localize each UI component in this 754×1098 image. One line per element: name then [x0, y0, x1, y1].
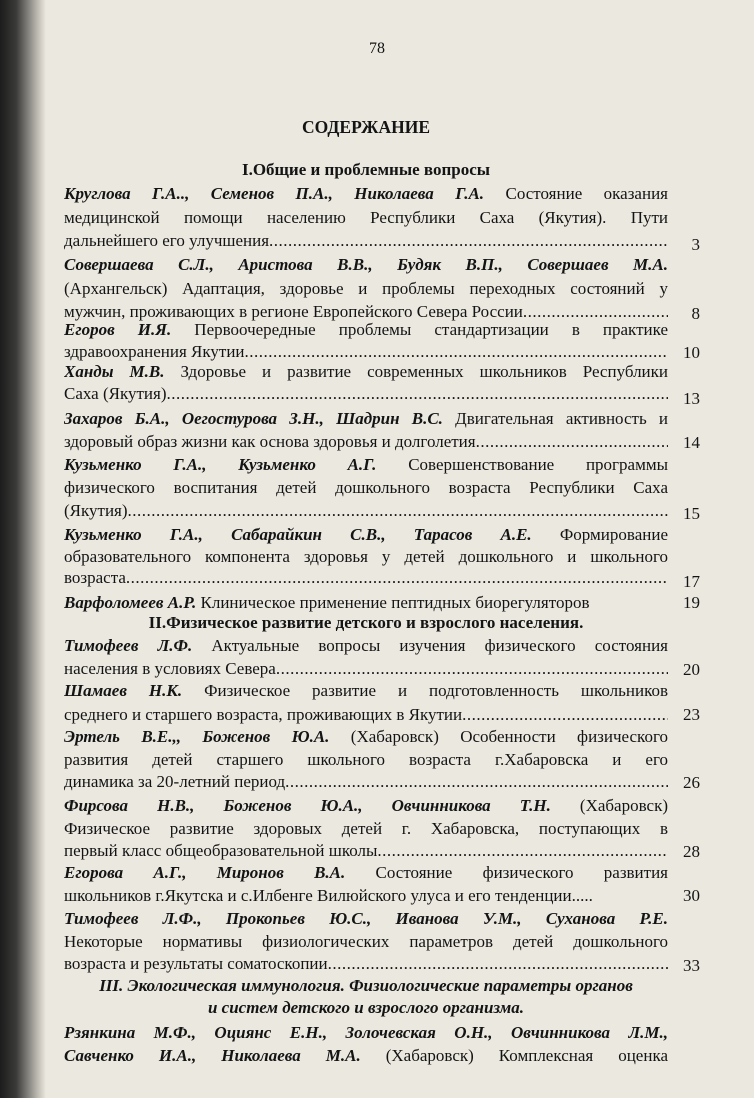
entry-authors: Тимофеев Л.Ф., Прокопьев Ю.С., Иванова У.М., Суханова Р.Е.	[64, 909, 668, 928]
entry-authors: Кузьменко Г.А., Сабарайкин С.В., Тарасов А.Е.	[64, 525, 532, 544]
contents-title: СОДЕРЖАНИЕ	[301, 117, 430, 137]
entry-title: Здоровье и развитие современных школьников Республики	[180, 362, 668, 381]
entry-title-line: возраста	[64, 568, 126, 587]
entry-authors: Егоров И.Я.	[64, 320, 172, 339]
entry-page-number[interactable]: 3	[691, 235, 700, 254]
entry-title-line: первый класс общеобразовательной школы	[64, 841, 378, 860]
dot-leader	[166, 383, 668, 405]
entry-leader-line	[64, 341, 668, 363]
toc-entry	[64, 592, 668, 614]
entry-title: Физическое развитие и подготовленность школьников	[204, 681, 668, 700]
entry-authors: Эртель В.Е.,, Боженов Ю.А.	[64, 727, 330, 746]
dot-leader	[462, 704, 668, 726]
page-number: 78	[369, 40, 385, 57]
dot-leader	[476, 431, 668, 453]
toc-entry	[64, 726, 668, 748]
entry-leader-line	[64, 953, 668, 975]
entry-title: (Хабаровск) Комплексная оценка	[385, 1046, 668, 1065]
entry-page-number[interactable]: 20	[683, 660, 700, 679]
section-heading: II.Физическое развитие детского и взрослого населения.	[148, 613, 584, 632]
entry-title: Формирование	[559, 525, 668, 544]
entry-page-number[interactable]: 17	[683, 572, 700, 591]
toc-entry	[64, 524, 668, 546]
entry-title-line: образовательного компонента здоровья у детей дошкольного и школьного	[64, 547, 668, 566]
entry-authors: Захаров Б.А., Оегостурова З.Н., Шадрин В.С.	[64, 409, 443, 428]
entry-title-line: Физическое развитие здоровых детей г. Хабаровска, поступающих в	[64, 819, 668, 838]
entry-title: Актуальные вопросы изучения физического состояния	[211, 636, 668, 655]
toc-entry	[64, 408, 668, 430]
entry-page-number[interactable]: 10	[683, 343, 700, 362]
dot-leader	[276, 658, 668, 680]
dot-leader	[377, 840, 668, 862]
entry-leader-line	[64, 658, 668, 680]
entry-page-number[interactable]: 28	[683, 842, 700, 861]
toc-entry	[64, 454, 668, 476]
entry-leader-line	[64, 230, 668, 252]
entry-title: Состояние физического развития	[375, 863, 668, 882]
entry-title-line: развития детей старшего школьного возраста г.Хабаровска и его	[64, 750, 668, 769]
entry-title-line: дальнейшего его улучшения	[64, 231, 270, 250]
dot-leader	[285, 771, 668, 793]
entry-page-number[interactable]: 26	[683, 773, 700, 792]
entry-title-line: медицинской помощи населению Республики Саха (Якутия). Пути	[64, 208, 668, 227]
entry-title-line: возраста и результаты соматоскопии	[64, 954, 328, 973]
entry-leader-line	[64, 840, 668, 862]
entry-authors: Шамаев Н.К.	[64, 681, 183, 700]
entry-authors: Рзянкина М.Ф., Оциянс Е.Н., Золочевская О.Н., Овчинникова Л.М.,	[64, 1023, 668, 1042]
entry-page-number[interactable]: 33	[683, 956, 700, 975]
entry-title: Двигательная активность и	[455, 409, 668, 428]
section-heading: III. Экологическая иммунология. Физиологические параметры органов	[99, 976, 633, 995]
toc-entry	[64, 635, 668, 657]
toc-entry	[64, 361, 668, 383]
entry-authors: Фирсова Н.В., Боженов Ю.А., Овчинникова Т.Н.	[64, 796, 551, 815]
scan-shadow	[0, 0, 46, 1098]
entry-page-number[interactable]: 13	[683, 389, 700, 408]
entry-authors: Савченко И.А., Николаева М.А.	[64, 1046, 361, 1065]
entry-authors: Ханды М.В.	[64, 362, 165, 381]
toc-entry	[64, 254, 668, 276]
entry-page-number[interactable]: 23	[683, 705, 700, 724]
entry-authors: Круглова Г.А.., Семенов П.А., Николаева Г.А.	[64, 184, 485, 203]
entry-leader-line	[64, 567, 668, 589]
entry-title-line: населения в условиях Севера	[64, 659, 276, 678]
entry-title-line: здоровый образ жизни как основа здоровья и долголетия	[64, 432, 476, 451]
entry-title-line: (Якутия)	[64, 501, 128, 520]
entry-title-line: мужчин, проживающих в регионе Европейского Севера России	[64, 302, 523, 321]
toc-entry	[64, 795, 668, 817]
entry-title: Совершенствование программы	[408, 455, 668, 474]
entry-title: Состояние оказания	[505, 184, 668, 203]
entry-authors: Варфоломеев А.Р.	[64, 593, 197, 612]
section-heading: I.Общие и проблемные вопросы	[241, 160, 491, 179]
toc-entry	[64, 183, 668, 205]
entry-title-line: здравоохранения Якутии	[64, 342, 245, 361]
entry-authors: Совершаева С.Л., Аристова В.В., Будяк В.П., Совершаев М.А.	[64, 255, 668, 274]
dot-leader	[245, 341, 668, 363]
entry-page-number[interactable]: 30	[683, 886, 700, 905]
entry-title-line: динамика за 20-летний период	[64, 772, 286, 791]
entry-leader-line	[64, 771, 668, 793]
toc-entry	[64, 862, 668, 884]
entry-authors: Кузьменко Г.А., Кузьменко А.Г.	[64, 455, 377, 474]
entry-authors: Егорова А.Г., Миронов В.А.	[64, 863, 346, 882]
entry-page-number[interactable]: 14	[683, 433, 700, 452]
toc-entry	[64, 319, 668, 341]
entry-leader-line	[64, 500, 668, 522]
toc-entry	[64, 1045, 668, 1067]
entry-authors: Тимофеев Л.Ф.	[64, 636, 193, 655]
entry-title-line: Саха (Якутия)	[64, 384, 167, 403]
entry-title-line: среднего и старшего возраста, проживающих в Якутии	[64, 705, 463, 724]
entry-leader-line	[64, 431, 668, 453]
toc-entry	[64, 680, 668, 702]
toc-entry	[64, 908, 668, 930]
entry-title: Клиническое применение пептидных биорегуляторов	[200, 593, 590, 612]
entry-title: (Хабаровск)	[579, 796, 668, 815]
entry-page-number[interactable]: 19	[683, 593, 700, 612]
entry-page-number[interactable]: 15	[683, 504, 700, 523]
dot-leader	[128, 500, 668, 522]
entry-title: Первоочередные проблемы стандартизации в практике	[194, 320, 668, 339]
entry-title-line: (Архангельск) Адаптация, здоровье и проблемы переходных состояний у	[64, 279, 668, 298]
entry-page-number[interactable]: 8	[691, 304, 700, 323]
entry-leader-line	[64, 704, 668, 726]
dot-leader	[269, 230, 668, 252]
dot-leader	[328, 953, 668, 975]
entry-title-line: физического воспитания детей дошкольного возраста Республики Саха	[64, 478, 668, 497]
entry-title: (Хабаровск) Особенности физического	[350, 727, 668, 746]
dot-leader	[126, 567, 668, 589]
entry-leader-line	[64, 383, 668, 405]
entry-title-line: Некоторые нормативы физиологических параметров детей дошкольного	[64, 932, 668, 951]
entry-title-line: школьников г.Якутска и с.Илбенге Вилюйского улуса и его тенденции.....	[64, 886, 593, 905]
section-heading-line2: и систем детского и взрослого организма.	[207, 998, 525, 1017]
